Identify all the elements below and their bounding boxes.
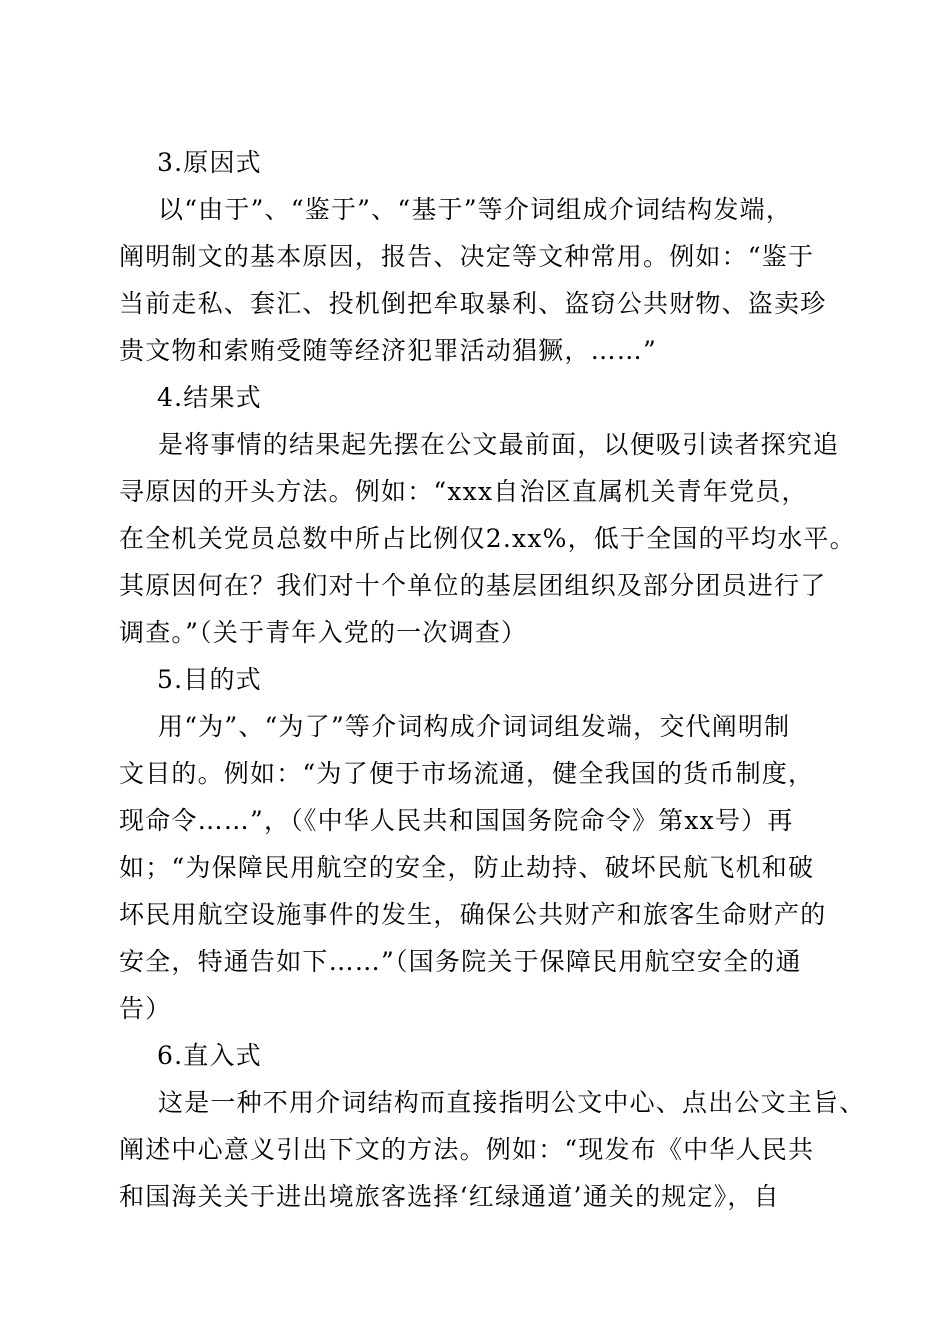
paragraph-line: 调查。”（关于青年入党的一次调查） <box>119 618 528 647</box>
paragraph-line: 告） <box>119 994 172 1023</box>
paragraph-line: 在全机关党员总数中所占比例仅2.xx%，低于全国的平均水平。 <box>119 524 856 553</box>
paragraph-line: 安全，特通告如下……”（国务院关于保障民用航空安全的通 <box>119 947 802 976</box>
section-heading: 3.原因式 <box>157 148 262 177</box>
paragraph-line: 坏民用航空设施事件的发生，确保公共财产和旅客生命财产的 <box>119 900 827 929</box>
paragraph-line: 阐明制文的基本原因，报告、决定等文种常用。例如：“鉴于 <box>119 242 815 271</box>
paragraph-line: 是将事情的结果起先摆在公文最前面，以便吸引读者探究追 <box>158 430 840 459</box>
paragraph-line: 用“为”、“为了”等介词构成介词词组发端，交代阐明制 <box>158 712 791 741</box>
paragraph-line: 阐述中心意义引出下文的方法。例如：“现发布《中华人民共 <box>119 1135 815 1164</box>
paragraph-line: 如；“为保障民用航空的安全，防止劫持、破坏民航飞机和破 <box>119 853 815 882</box>
paragraph-line: 和国海关关于进出境旅客选择‘红绿通道’通关的规定》，自 <box>119 1182 780 1211</box>
paragraph-line: 以“由于”、“鉴于”、“基于”等介词组成介词结构发端， <box>158 195 793 224</box>
paragraph-line: 贵文物和索贿受随等经济犯罪活动猖獗，……” <box>119 336 657 365</box>
paragraph-line: 当前走私、套汇、投机倒把牟取暴利、盗窃公共财物、盗卖珍 <box>119 289 827 318</box>
section-heading: 5.目的式 <box>157 665 262 694</box>
paragraph-line: 现命令……”，（《中华人民共和国国务院命令》第xx号）再 <box>119 806 794 835</box>
paragraph-line: 文目的。例如：“为了便于市场流通，健全我国的货币制度， <box>119 759 815 788</box>
paragraph-line: 其原因何在？我们对十个单位的基层团组织及部分团员进行了 <box>119 571 827 600</box>
section-heading: 4.结果式 <box>157 383 262 412</box>
paragraph-line: 这是一种不用介词结构而直接指明公文中心、点出公文主旨、 <box>158 1088 866 1117</box>
paragraph-line: 寻原因的开头方法。例如：“xxx自治区直属机关青年党员， <box>119 477 808 506</box>
section-heading: 6.直入式 <box>157 1041 262 1070</box>
